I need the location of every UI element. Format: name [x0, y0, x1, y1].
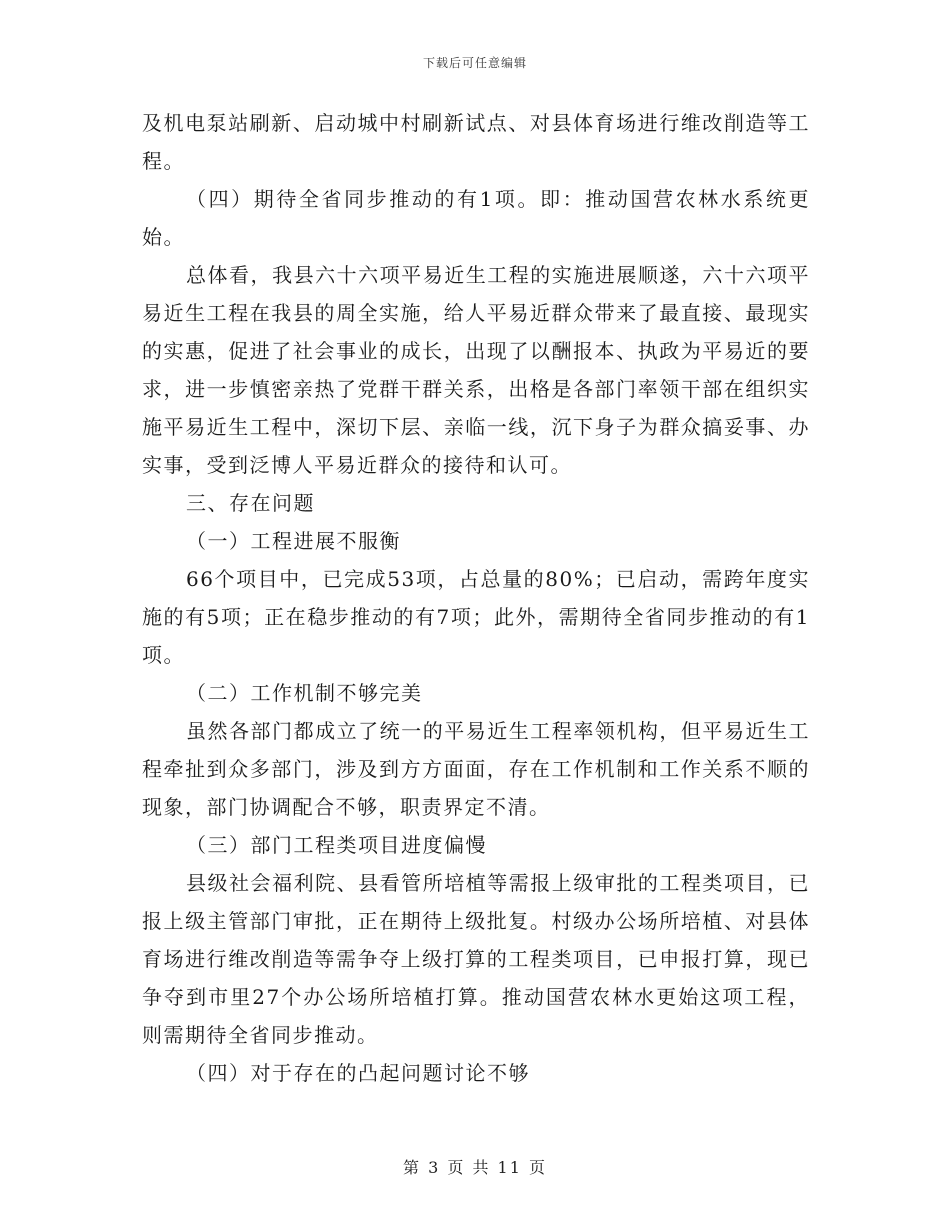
subsection-heading: （一）工程进展不服衡 [186, 529, 401, 553]
paragraph: 及机电泵站刷新、启动城中村刷新试点、对县体育场进行维改削造等工程。 [142, 111, 810, 173]
paragraph: 虽然各部门都成立了统一的平易近生工程率领机构，但平易近生工程牵扯到众多部门，涉及到方方面面，存在工作机制和工作关系不顺的现象，部门协调配合不够，职责界定不清。 [142, 719, 810, 819]
document-body [142, 104, 810, 1092]
section-heading: 三、存在问题 [186, 491, 315, 515]
subsection-heading: （二）工作机制不够完美 [186, 681, 423, 705]
subsection-heading: （四）对于存在的凸起问题讨论不够 [186, 1061, 530, 1085]
page-number-footer: 第 3 页 共 11 页 [403, 1158, 547, 1177]
paragraph: （四）期待全省同步推动的有1项。即：推动国营农林水系统更始。 [142, 187, 810, 249]
subsection-heading: （三）部门工程类项目进度偏慢 [186, 833, 487, 857]
paragraph: 总体看，我县六十六项平易近生工程的实施进展顺遂，六十六项平易近生工程在我县的周全实施，给人平易近群众带来了最直接、最现实的实惠，促进了社会事业的成长，出现了以酬报本、执政为平易近的要求，进一步慎密亲热了党群干群关系，出格是各部门率领干部在组织实施平易近生工程中，深切下层、亲临一线，沉下身子为群众搞妥事、办实事，受到泛博人平易近群众的接待和认可。 [142, 263, 810, 477]
paragraph: 县级社会福利院、县看管所培植等需报上级审批的工程类项目，已报上级主管部门审批，正在期待上级批复。村级办公场所培植、对县体育场进行维改削造等需争夺上级打算的工程类项目，已申报打算，现已争夺到市里27个办公场所培植打算。推动国营农林水更始这项工程，则需期待全省同步推动。 [142, 871, 810, 1047]
paragraph: 66个项目中，已完成53项，占总量的80%；已启动，需跨年度实施的有5项；正在稳步推动的有7项；此外，需期待全省同步推动的有1项。 [142, 567, 810, 667]
page-header: 下载后可任意编辑 [422, 56, 527, 70]
